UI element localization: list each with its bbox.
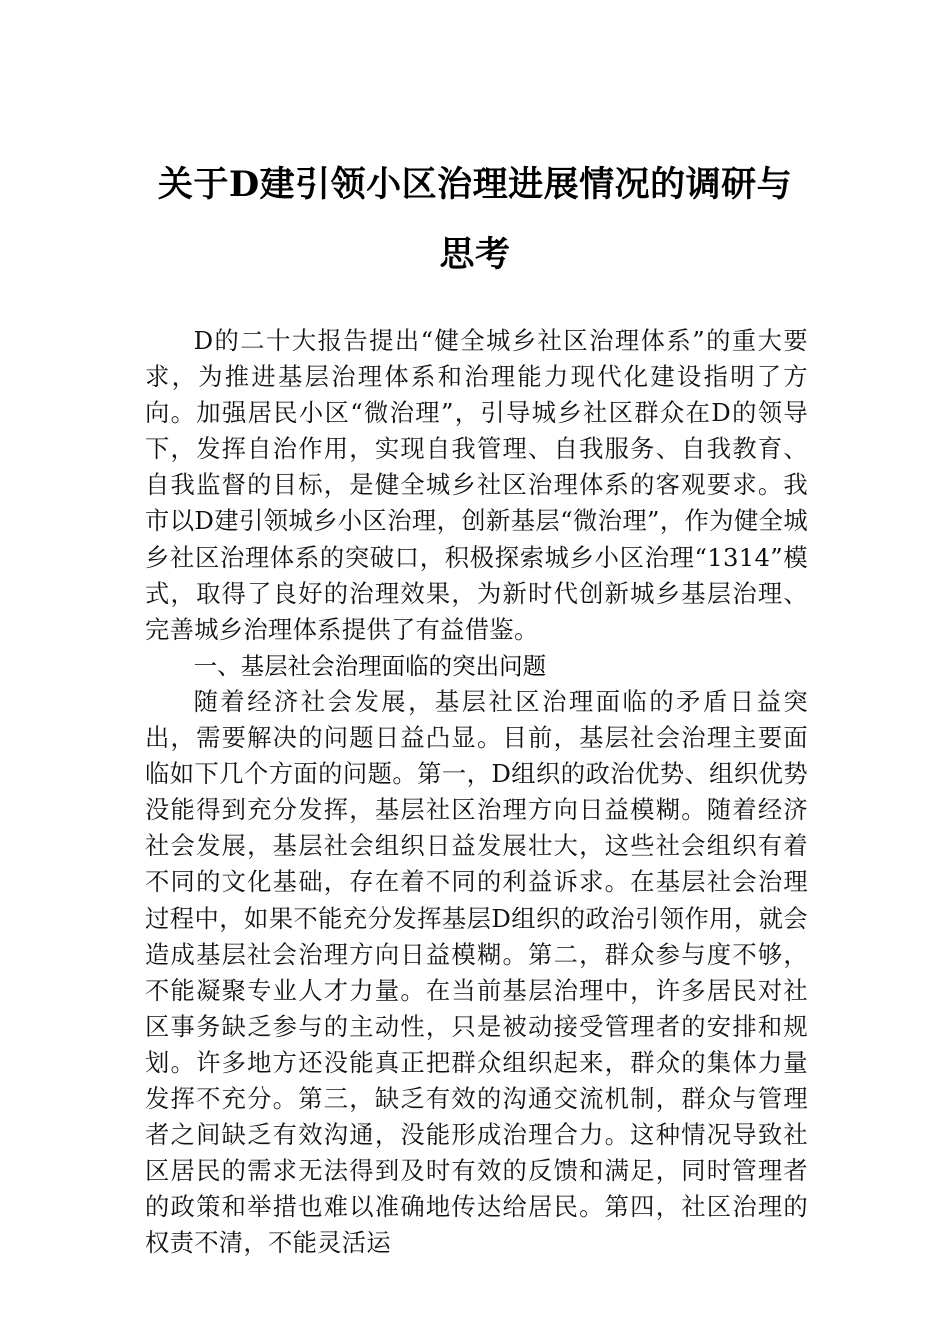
document-title-line-1: 关于D建引领小区治理进展情况的调研与	[157, 164, 793, 205]
section-heading: 一、基层社会治理面临的突出问题	[193, 651, 547, 680]
section-paragraph: 随着经济社会发展，基层社区治理面临的矛盾日益突出，需要解决的问题日益凸显。目前，基层社会治理主要面临如下几个方面的问题。第一，D组织的政治优势、组织优势没能得到充分发挥，基层社区治理方向日益模糊。随着经济社会发展，基层社会组织日益发展壮大，这些社会组织有着不同的文化基础，存在着不同的利益诉求。在基层社会治理过程中，如果不能充分发挥基层D组织的政治引领作用，就会造成基层社会治理方向日益模糊。第二，群众参与度不够，不能凝聚专业人才力量。在当前基层治理中，许多居民对社区事务缺乏参与的主动性，只是被动接受管理者的安排和规划。许多地方还没能真正把群众组织起来，群众的集体力量发挥不充分。第三，缺乏有效的沟通交流机制，群众与管理者之间缺乏有效沟通，没能形成治理合力。这种情况导致社区居民的需求无法得到及时有效的反馈和满足，同时管理者的政策和举措也难以准确地传达给居民。第四，社区治理的权责不清，不能灵活运	[145, 686, 808, 1258]
document-body	[145, 323, 808, 1261]
intro-paragraph: D的二十大报告提出“健全城乡社区治理体系”的重大要求，为推进基层治理体系和治理能力现代化建设指明了方向。加强居民小区“微治理”，引导城乡社区群众在D的领导下，发挥自治作用，实现自我管理、自我服务、自我教育、自我监督的目标，是健全城乡社区治理体系的客观要求。我市以D建引领城乡小区治理，创新基层“微治理”，作为健全城乡社区治理体系的突破口，积极探索城乡小区治理“1314”模式，取得了良好的治理效果，为新时代创新城乡基层治理、完善城乡治理体系提供了有益借鉴。	[145, 326, 808, 644]
document-title-line-2: 思考	[439, 234, 511, 275]
